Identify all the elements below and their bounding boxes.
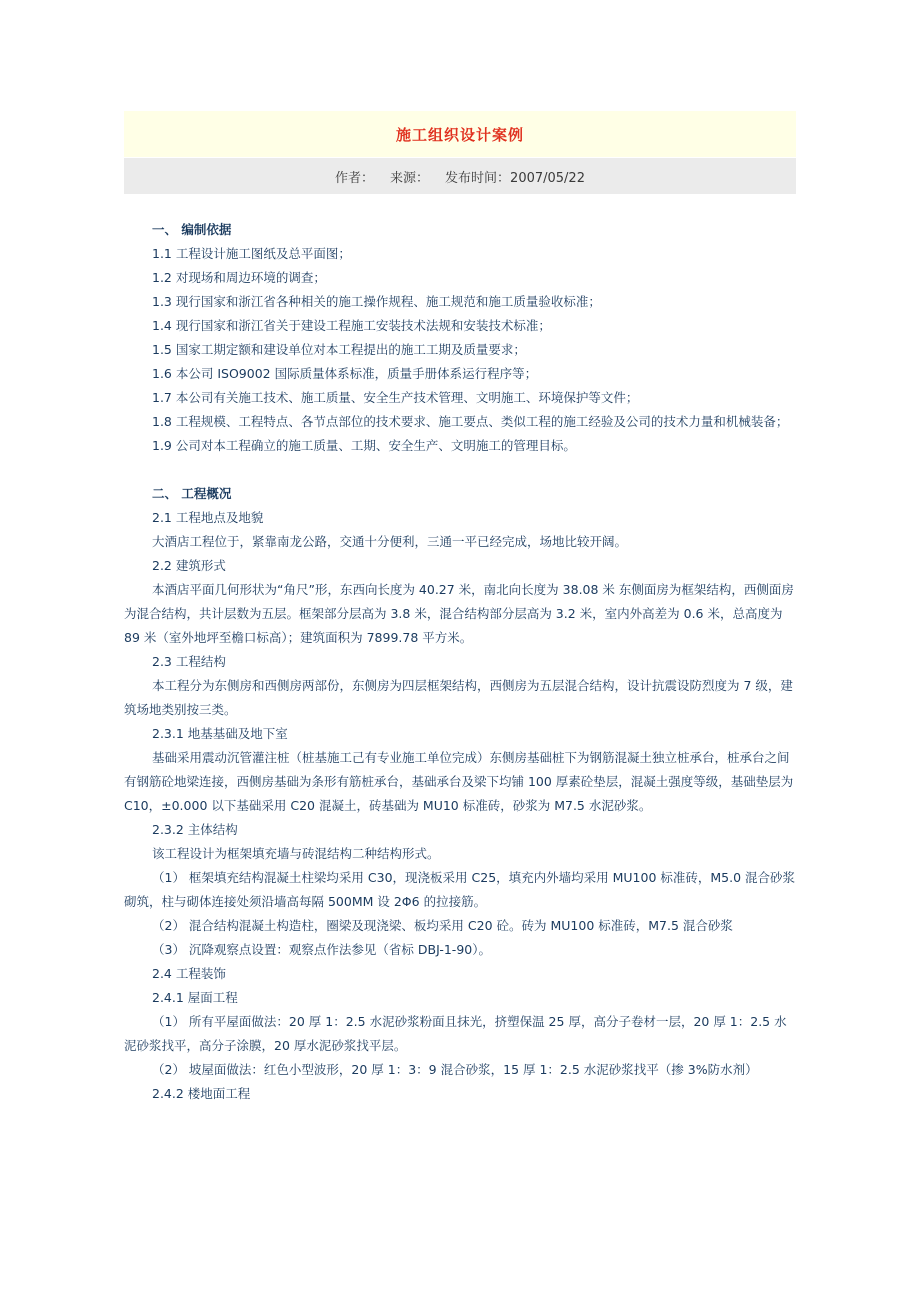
paragraph: 本工程分为东侧房和西侧房两部份，东侧房为四层框架结构，西侧房为五层混合结构，设计抗震设防烈度为 7 级，建筑场地类别按三类。 <box>124 678 793 717</box>
paragraph: 1.4 现行国家和浙江省关于建设工程施工安装技术法规和安装技术标准； <box>152 318 551 333</box>
paragraph: 1.7 本公司有关施工技术、施工质量、安全生产技术管理、文明施工、环境保护等文件； <box>152 390 639 405</box>
paragraph: （2） 坡屋面做法：红色小型波形，20 厚 1：3：9 混合砂浆，15 厚 1：2.5 水泥砂浆找平（掺 3%防水剂） <box>152 1062 758 1077</box>
paragraph: 2.2 建筑形式 <box>152 558 226 573</box>
paragraph: 基础采用震动沉管灌注桩（桩基施工己有专业施工单位完成）东侧房基础桩下为钢筋混凝土独立桩承台，桩承台之间有钢筋砼地梁连接，西侧房基础为条形有筋桩承台，基础承台及梁下均铺 100 厚素砼垫层，混凝土强度等级，基础垫层为 C10，±0.000 以下基础采用 C20 混凝土，砖基础为 MU10 标准砖，砂浆为 M7.5 水泥砂浆。 <box>124 750 794 813</box>
paragraph: 该工程设计为框架填充墙与砖混结构二种结构形式。 <box>152 846 440 861</box>
paragraph: 1.5 国家工期定额和建设单位对本工程提出的施工工期及质量要求； <box>152 342 526 357</box>
source-label: 来源： <box>390 170 430 186</box>
paragraph: 2.3.1 地基基础及地下室 <box>152 726 288 741</box>
paragraph: 2.4.2 楼地面工程 <box>152 1086 251 1101</box>
paragraph: 1.2 对现场和周边环境的调查； <box>152 270 326 285</box>
paragraph: 1.3 现行国家和浙江省各种相关的施工操作规程、施工规范和施工质量验收标准； <box>152 294 601 309</box>
paragraph: 大酒店工程位于，紧靠南龙公路，交通十分便利，三通一平已经完成，场地比较开阔。 <box>152 534 628 549</box>
paragraph: （2） 混合结构混凝土构造柱，圈梁及现浇梁、板均采用 C20 砼。砖为 MU100 标准砖，M7.5 混合砂浆 <box>152 918 733 933</box>
section-heading: 二、 工程概况 <box>152 486 232 501</box>
section-heading: 一、 编制依据 <box>152 222 232 237</box>
paragraph: 1.6 本公司 ISO9002 国际质量体系标准，质量手册体系运行程序等； <box>152 366 538 381</box>
paragraph: 1.1 工程设计施工图纸及总平面图； <box>152 246 351 261</box>
paragraph: 1.9 公司对本工程确立的施工质量、工期、安全生产、文明施工的管理目标。 <box>152 438 576 453</box>
paragraph: 2.4.1 屋面工程 <box>152 990 238 1005</box>
page-title: 施工组织设计案例 <box>395 125 524 144</box>
paragraph: 2.3.2 主体结构 <box>152 822 238 837</box>
paragraph: 1.8 工程规模、工程特点、各节点部位的技术要求、施工要点、类似工程的施工经验及公司的技术力量和机械装备； <box>152 414 789 429</box>
paragraph: 2.1 工程地点及地貌 <box>152 510 264 525</box>
paragraph: 本酒店平面几何形状为“角尺”形，东西向长度为 40.27 米，南北向长度为 38.08 米 东侧面房为框架结构，西侧面房为混合结构，共计层数为五层。框架部分层高为 3.8 米，混合结构部分层高为 3.2 米，室内外高差为 0.6 米，总高度为 89 米（室外地坪至檐口标高）；建筑面积为 7899.78 平方米。 <box>124 582 794 645</box>
paragraph: 2.3 工程结构 <box>152 654 226 669</box>
paragraph: 2.4 工程装饰 <box>152 966 226 981</box>
paragraph: （1） 框架填充结构混凝土柱梁均采用 C30，现浇板采用 C25，填充内外墙均采用 MU100 标准砖，M5.0 混合砂浆砌筑，柱与砌体连接处须沿墙高每隔 500MM 设 2Φ6 的拉接筋。 <box>124 870 796 909</box>
document-page <box>124 111 796 1106</box>
publish-date: 发布时间：2007/05/22 <box>445 170 585 186</box>
author-label: 作者： <box>335 170 375 186</box>
title-band <box>124 111 796 157</box>
article-body <box>124 218 796 1106</box>
paragraph: （1） 所有平屋面做法：20 厚 1：2.5 水泥砂浆粉面且抹光，挤塑保温 25 厚，高分子卷材一层，20 厚 1：2.5 水泥砂浆找平，高分子涂膜，20 厚水泥砂浆找平层。 <box>124 1014 787 1053</box>
meta-band <box>124 158 796 194</box>
paragraph: （3） 沉降观察点设置：观察点作法参见（省标 DBJ-1-90）。 <box>152 942 491 957</box>
